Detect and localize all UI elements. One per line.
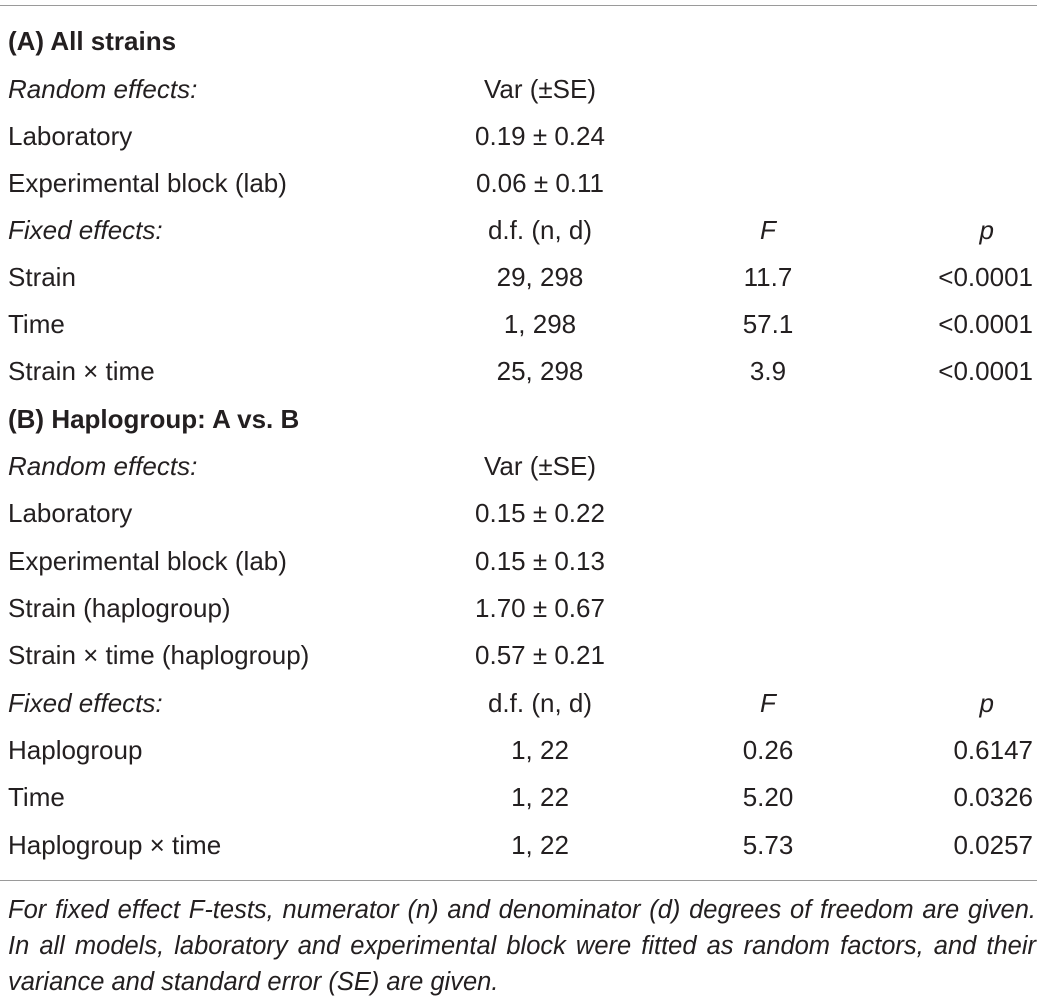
f-value: 11.7: [743, 262, 793, 292]
table-footnote: For fixed effect F-tests, numerator (n) and denominator (d) degrees of freedom are given. In all models, laboratory and experimental block were fitted as random factors, and their variance and standard error (SE) are given.: [8, 896, 1036, 996]
df-value: 29, 298: [496, 262, 584, 292]
p-value: <0.0001: [938, 262, 1033, 292]
fixed-effects-header-a: [0, 207, 1042, 254]
table-row: [0, 490, 1042, 537]
p-value: <0.0001: [938, 309, 1033, 339]
fixed-effects-label: Fixed effects:: [8, 215, 163, 245]
table-row: [0, 301, 1042, 348]
f-value: 5.73: [742, 830, 794, 860]
table-row: [0, 727, 1042, 774]
var-value: 1.70 ± 0.67: [475, 593, 605, 623]
section-title-a: (A) All strains: [8, 26, 177, 56]
f-value: 5.20: [742, 782, 794, 812]
f-column-header: F: [760, 215, 776, 245]
section-title-b: (B) Haplogroup: A vs. B: [8, 404, 300, 434]
row-label: Haplogroup × time: [8, 830, 222, 860]
var-column-header: Var (±SE): [483, 451, 597, 481]
p-value: <0.0001: [938, 356, 1033, 386]
f-value: 3.9: [749, 356, 787, 386]
table-row: [0, 774, 1042, 821]
table-row: [0, 254, 1042, 301]
fixed-effects-header-b: [0, 680, 1042, 727]
table-row: [0, 822, 1042, 869]
df-value: 1, 22: [511, 830, 569, 860]
random-effects-label: Random effects:: [8, 74, 198, 104]
row-label: Strain (haplogroup): [8, 593, 231, 623]
row-label: Time: [8, 309, 65, 339]
df-value: 1, 298: [503, 309, 577, 339]
var-value: 0.06 ± 0.11: [476, 168, 604, 198]
df-column-header: d.f. (n, d): [487, 215, 593, 245]
df-column-header: d.f. (n, d): [487, 688, 593, 718]
var-value: 0.15 ± 0.22: [475, 498, 605, 528]
p-value: 0.0326: [953, 782, 1033, 812]
bottom-rule: [0, 880, 1037, 881]
row-label: Strain × time: [8, 356, 155, 386]
f-value: 0.26: [742, 735, 794, 765]
top-rule: [0, 5, 1037, 6]
p-value: 0.0257: [953, 830, 1033, 860]
row-label: Experimental block (lab): [8, 168, 287, 198]
row-label: Laboratory: [8, 121, 133, 151]
fixed-effects-label: Fixed effects:: [8, 688, 163, 718]
table-row: [0, 113, 1042, 160]
row-label: Laboratory: [8, 498, 133, 528]
row-label: Haplogroup: [8, 735, 143, 765]
p-value: 0.6147: [953, 735, 1033, 765]
table-row: [0, 632, 1042, 679]
df-value: 1, 22: [511, 735, 569, 765]
row-label: Experimental block (lab): [8, 546, 287, 576]
row-label: Strain × time (haplogroup): [8, 640, 310, 670]
row-label: Strain: [8, 262, 76, 292]
random-effects-header-b: [0, 443, 1042, 490]
table-row: [0, 348, 1042, 395]
f-column-header: F: [760, 688, 776, 718]
var-column-header: Var (±SE): [483, 74, 597, 104]
row-label: Time: [8, 782, 65, 812]
var-value: 0.15 ± 0.13: [475, 546, 605, 576]
var-value: 0.19 ± 0.24: [475, 121, 605, 151]
random-effects-label: Random effects:: [8, 451, 198, 481]
table-row: [0, 160, 1042, 207]
p-column-header: p: [979, 688, 994, 718]
var-value: 0.57 ± 0.21: [475, 640, 605, 670]
df-value: 1, 22: [511, 782, 569, 812]
table-row: [0, 538, 1042, 585]
df-value: 25, 298: [496, 356, 584, 386]
p-column-header: p: [979, 215, 994, 245]
table-row: [0, 585, 1042, 632]
f-value: 57.1: [742, 309, 794, 339]
random-effects-header-a: [0, 66, 1042, 113]
